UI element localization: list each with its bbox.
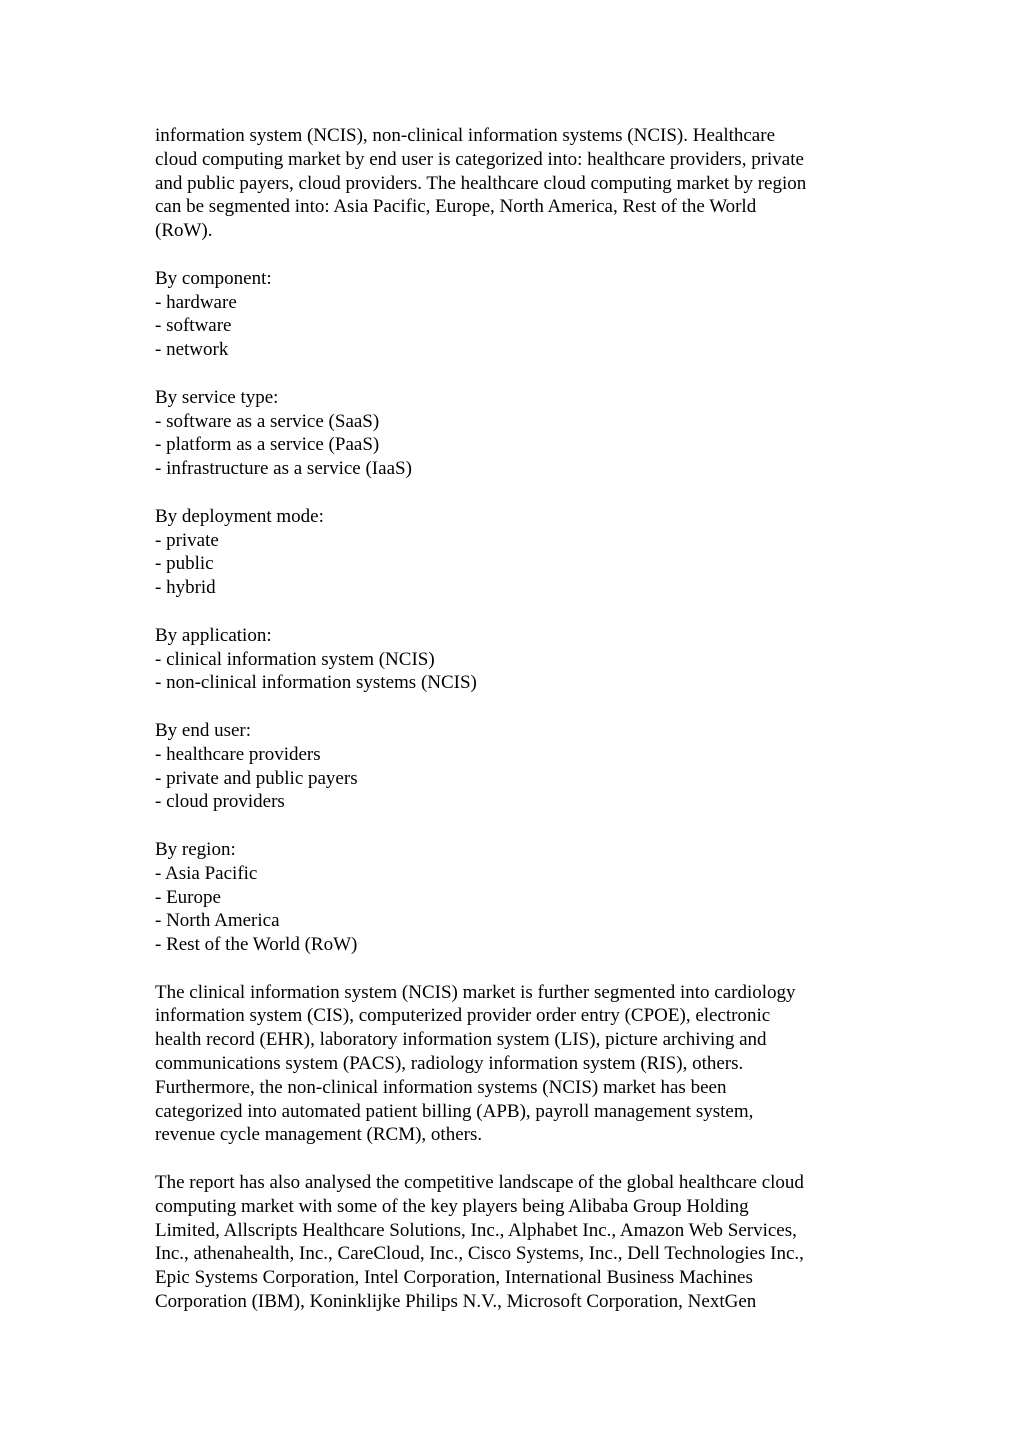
list-item: - software — [155, 315, 232, 337]
text-line: information system (CIS), computerized provider order entry (CPOE), electronic — [155, 1005, 771, 1027]
segment-heading: By component: — [155, 267, 272, 289]
segmentation-paragraph — [155, 981, 875, 1148]
list-item: - non-clinical information systems (NCIS) — [155, 672, 477, 694]
segment-component — [155, 267, 875, 362]
paragraph-gap — [155, 600, 875, 624]
segment-heading: By service type: — [155, 386, 279, 408]
text-line: revenue cycle management (RCM), others. — [155, 1124, 483, 1146]
text-line: computing market with some of the key players being Alibaba Group Holding — [155, 1195, 749, 1217]
key-players-paragraph — [155, 1171, 875, 1314]
list-item: - private — [155, 529, 219, 551]
list-item: - infrastructure as a service (IaaS) — [155, 458, 412, 480]
segment-heading: By region: — [155, 838, 236, 860]
text-line: The report has also analysed the competitive landscape of the global healthcare cloud — [155, 1172, 804, 1194]
text-line: (RoW). — [155, 220, 213, 242]
paragraph-gap — [155, 362, 875, 386]
segment-application — [155, 624, 875, 695]
text-line: The clinical information system (NCIS) market is further segmented into cardiology — [155, 981, 796, 1003]
list-item: - clinical information system (NCIS) — [155, 648, 435, 670]
segment-deployment-mode — [155, 505, 875, 600]
list-item: - platform as a service (PaaS) — [155, 434, 380, 456]
segment-heading: By application: — [155, 624, 272, 646]
text-line: Corporation (IBM), Koninklijke Philips N.V., Microsoft Corporation, NextGen — [155, 1291, 757, 1313]
list-item: - cloud providers — [155, 791, 285, 813]
list-item: - Rest of the World (RoW) — [155, 934, 358, 956]
list-item: - North America — [155, 910, 280, 932]
paragraph-gap — [155, 1147, 875, 1171]
paragraph-gap — [155, 814, 875, 838]
text-line: and public payers, cloud providers. The healthcare cloud computing market by region — [155, 172, 807, 194]
text-line: Furthermore, the non-clinical information systems (NCIS) market has been — [155, 1076, 727, 1098]
text-line: information system (NCIS), non-clinical information systems (NCIS). Healthcare — [155, 125, 776, 146]
list-item: - Asia Pacific — [155, 862, 258, 884]
paragraph-gap — [155, 481, 875, 505]
paragraph-gap — [155, 957, 875, 981]
intro-paragraph — [155, 124, 875, 243]
text-line: cloud computing market by end user is categorized into: healthcare providers, private — [155, 148, 804, 170]
list-item: - hybrid — [155, 577, 216, 599]
text-line: communications system (PACS), radiology information system (RIS), others. — [155, 1053, 744, 1075]
list-item: - software as a service (SaaS) — [155, 410, 380, 432]
list-item: - public — [155, 553, 214, 575]
paragraph-gap — [155, 243, 875, 267]
segment-region — [155, 838, 875, 957]
text-line: Limited, Allscripts Healthcare Solutions, Inc., Alphabet Inc., Amazon Web Services, — [155, 1219, 797, 1241]
segment-heading: By deployment mode: — [155, 505, 324, 527]
list-item: - Europe — [155, 886, 221, 908]
list-item: - network — [155, 339, 229, 361]
segment-service-type — [155, 386, 875, 481]
text-line: categorized into automated patient billing (APB), payroll management system, — [155, 1100, 754, 1122]
text-line: Epic Systems Corporation, Intel Corporation, International Business Machines — [155, 1267, 753, 1289]
list-item: - healthcare providers — [155, 743, 321, 765]
text-line: health record (EHR), laboratory information system (LIS), picture archiving and — [155, 1029, 767, 1051]
segment-heading: By end user: — [155, 719, 252, 741]
text-line: can be segmented into: Asia Pacific, Europe, North America, Rest of the World — [155, 196, 757, 218]
segment-end-user — [155, 719, 875, 814]
list-item: - private and public payers — [155, 767, 358, 789]
document-page — [155, 124, 875, 1314]
paragraph-gap — [155, 695, 875, 719]
text-line: Inc., athenahealth, Inc., CareCloud, Inc., Cisco Systems, Inc., Dell Technologies Inc., — [155, 1243, 804, 1265]
list-item: - hardware — [155, 291, 237, 313]
